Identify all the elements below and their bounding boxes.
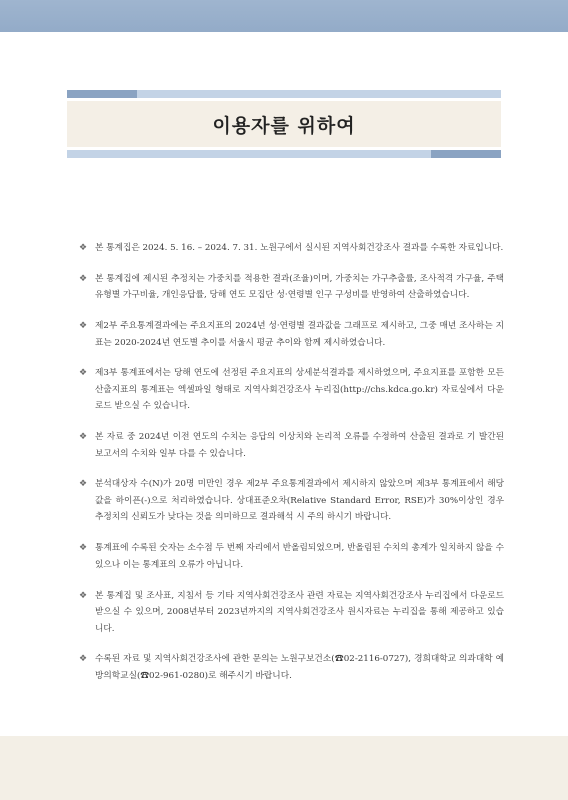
note-text: 본 통계집은 2024. 5. 16. – 2024. 7. 31. 노원구에서 실시된 지역사회건강조사 결과를 수록한 자료입니다. xyxy=(95,243,504,253)
title-bottom-rule-accent xyxy=(431,150,501,158)
note-item xyxy=(79,240,504,257)
note-text: 본 통계집 및 조사표, 지침서 등 기타 지역사회건강조사 관련 자료는 지역사회건강조사 누리집에서 다운로드 받으실 수 있으며, 2008년부터 2023년까지의 지역사회건강조사 원시자료는 누리집을 통해 제공하고 있습니다. xyxy=(95,590,504,634)
note-item xyxy=(79,365,504,415)
note-item xyxy=(79,588,504,638)
diamond-bullet-icon: ❖ xyxy=(79,590,88,601)
diamond-bullet-icon: ❖ xyxy=(79,543,88,554)
note-item xyxy=(79,651,504,684)
title-top-rule-accent xyxy=(67,90,137,98)
diamond-bullet-icon: ❖ xyxy=(79,654,88,665)
note-text: 본 자료 중 2024년 이전 연도의 수치는 응답의 이상치와 논리적 오류를 수정하여 산출된 결과로 기 발간된 보고서의 수치와 일부 다를 수 있습니다. xyxy=(95,432,504,459)
page-title: 이용자를 위하여 xyxy=(212,114,356,137)
title-banner xyxy=(67,101,501,147)
note-text: 수록된 자료 및 지역사회건강조사에 관한 문의는 노원구보건소(☎02-2116-0727), 경희대학교 의과대학 예방의학교실(☎02-961-0280)로 해주시기 바랍니다. xyxy=(95,654,504,681)
title-top-rule xyxy=(67,90,501,98)
note-text: 통계표에 수록된 숫자는 소수점 두 번째 자리에서 반올림되었으며, 반올림된 수치의 총계가 일치하지 않을 수 있으나 이는 통계표의 오류가 아닙니다. xyxy=(95,543,504,570)
top-decorative-band xyxy=(0,0,568,32)
diamond-bullet-icon: ❖ xyxy=(79,321,88,332)
note-item xyxy=(79,540,504,573)
diamond-bullet-icon: ❖ xyxy=(79,432,88,443)
note-text: 본 통계집에 제시된 추정치는 가중치를 적용한 결과(조율)이며, 가중치는 가구추출률, 조사적격 가구율, 주택유형별 가구비율, 개인응답률, 당해 연도 모집단 성·연령별 인구 구성비를 반영하여 산출하였습니다. xyxy=(95,273,504,301)
bottom-decorative-band xyxy=(0,736,568,800)
note-text: 제2부 주요통계결과에는 주요지표의 2024년 성·연령별 결과값을 그래프로 제시하고, 그중 매년 조사하는 지표는 2020-2024년 연도별 추이를 서울시 평균 추이와 함께 제시하였습니다. xyxy=(95,321,504,348)
note-item xyxy=(79,429,504,462)
diamond-bullet-icon: ❖ xyxy=(79,243,88,253)
note-item xyxy=(79,318,504,351)
notes-list xyxy=(79,240,504,699)
note-text: 제3부 통계표에서는 당해 연도에 선정된 주요지표의 상세분석결과를 제시하였으며, 주요지표를 포함한 모든 산출지표의 통계표는 엑셀파일 형태로 지역사회건강조사 누리집(http://chs.kdca.go.kr) 자료실에서 다운로드 받으실 수 있습니다. xyxy=(95,368,504,412)
diamond-bullet-icon: ❖ xyxy=(79,368,88,379)
note-item xyxy=(79,476,504,526)
diamond-bullet-icon: ❖ xyxy=(79,479,88,490)
title-bottom-rule xyxy=(67,150,501,158)
note-item xyxy=(79,271,504,304)
note-text: 분석대상자 수(N)가 20명 미만인 경우 제2부 주요통계결과에서 제시하지 않았으며 제3부 통계표에서 해당 값을 하이픈(-)으로 처리하였습니다. 상대표준오차(Relative Standard Error, RSE)가 30%이상인 경우 추정치의 신뢰도가 낮다는 것을 의미하므로 결과해석 시 주의 하시기 바랍니다. xyxy=(95,479,504,523)
diamond-bullet-icon: ❖ xyxy=(79,273,88,284)
